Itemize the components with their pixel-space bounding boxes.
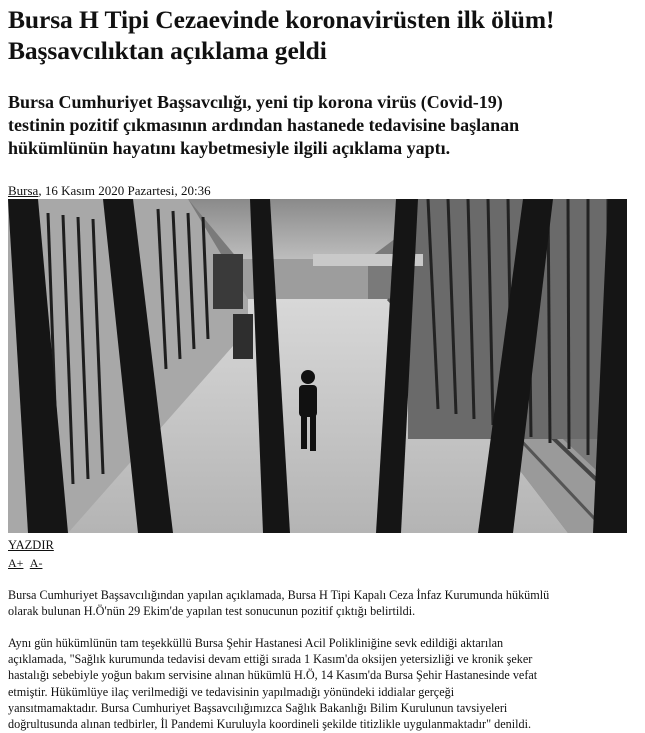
paragraph-line: Aynı gün hükümlünün tam teşekküllü Bursa Şehir Hastanesi Acil Polikliniğine sevk edildiği aktarılan: [8, 636, 504, 650]
paragraph-line: doğrultusunda alınan tedbirler, İl Pandemi Kuruluyla koordineli şekilde titizlikle uygulanmaktadır" denildi.: [8, 717, 532, 732]
paragraph-line: hastalığı sebebiyle yoğun bakım servisine alınan hükümlü H.Ö, 14 Kasım'da Bursa Şehir Hastanesinde vefat: [8, 668, 538, 683]
font-increase-button[interactable]: A+: [8, 556, 24, 570]
paragraph-line: yansıtmamaktadır. Bursa Cumhuriyet Başsavcılığımızca Sağlık Bakanlığı Bilim Kurulunun tavsiyeleri: [8, 700, 508, 715]
article-photo: [8, 199, 627, 533]
article-paragraph: [8, 587, 645, 619]
summary-line: testinin pozitif çıkmasının ardından hastanede tedavisine başlanan: [8, 115, 520, 135]
article-date: , 16 Kasım 2020 Pazartesi, 20:36: [38, 183, 211, 198]
paragraph-line: olarak bulunan H.Ö'nün 29 Ekim'de yapılan test sonucunun pozitif çıktığı belirtildi.: [8, 604, 416, 619]
article-meta: [8, 183, 211, 199]
summary-line: hükümlünün hayatını kaybetmesiyle ilgili açıklama yaptı.: [8, 138, 451, 158]
prison-corridor-image: [8, 199, 627, 533]
font-size-controls: [8, 556, 46, 571]
print-link[interactable]: YAZDIR: [8, 538, 54, 552]
paragraph-line: açıklamada, "Sağlık kurumunda tedavisi devam ettiği sırada 1 Kasım'da oksijen yetersizliği ve kronik şeker: [8, 652, 533, 667]
summary-line: Bursa Cumhuriyet Başsavcılığı, yeni tip korona virüs (Covid-19): [8, 92, 503, 112]
article-title: [8, 4, 643, 66]
location-link[interactable]: Bursa: [8, 183, 39, 198]
title-line: Başsavcılıktan açıklama geldi: [8, 36, 327, 65]
font-decrease-button[interactable]: A-: [29, 556, 43, 570]
article-paragraph: [8, 635, 645, 732]
article-summary: [8, 91, 643, 160]
paragraph-line: Bursa Cumhuriyet Başsavcılığından yapılan açıklamada, Bursa H Tipi Kapalı Ceza İnfaz Kurumunda hükümlü: [8, 588, 550, 602]
title-line: Bursa H Tipi Cezaevinde koronavirüsten ilk ölüm!: [8, 5, 555, 34]
paragraph-line: etmiştir. Hükümlüye ilaç verilmediği ve tedavisinin yapılmadığı yönündeki iddialar gerçeği: [8, 684, 455, 699]
